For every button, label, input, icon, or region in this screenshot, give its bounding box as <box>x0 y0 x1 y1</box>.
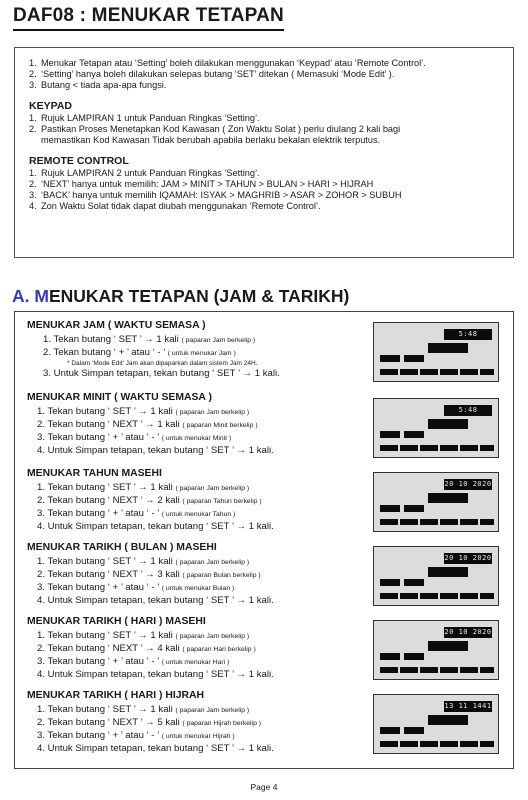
step-note: ( untuk menukar Jam ) <box>167 350 236 357</box>
step-block-minit <box>27 392 387 457</box>
display-segment <box>380 355 400 362</box>
clock-display-image <box>373 694 499 754</box>
footnote: * Dalam ‘Mode Edit’ Jam akan dipaparkan dalam sistem Jam 24H. <box>67 360 258 367</box>
display-segment <box>420 667 438 673</box>
page-number: Page 4 <box>250 782 278 792</box>
block-heading: MENUKAR MINIT ( WAKTU SEMASA ) <box>27 392 212 403</box>
step-block-tahun <box>27 468 387 533</box>
display-segment <box>480 741 494 747</box>
list-item <box>29 179 503 190</box>
step-text: 2. Tekan butang ‘ + ’ atau ‘ - ’ <box>43 347 166 358</box>
step-text: 3. Tekan butang ‘ + ’ atau ‘ - ’ <box>37 508 160 519</box>
lcd-readout: 20 10 2020 <box>444 628 492 636</box>
display-segment <box>460 741 478 747</box>
steps-box <box>14 311 514 769</box>
display-segment <box>460 369 478 375</box>
display-segment <box>380 667 398 673</box>
list-number: 1. <box>29 113 37 123</box>
step <box>27 569 387 582</box>
display-segment <box>428 493 468 503</box>
step-block-jam <box>27 320 387 380</box>
lcd-readout: 5:48 <box>444 405 492 416</box>
step-note: ( paparan Bulan berkelip ) <box>182 572 261 579</box>
list-text: ‘Setting’ hanya boleh dilakukan selepas butang ‘SET’ ditekan ( Memasuki ‘Mode Edit’ ). <box>41 69 395 79</box>
remote-list <box>29 168 503 212</box>
keypad-list <box>29 113 503 146</box>
step-note: ( paparan Jam berkelip ) <box>175 707 250 714</box>
step-block-bulan <box>27 542 387 607</box>
display-segment <box>480 519 494 525</box>
display-segment <box>420 593 438 599</box>
display-segment <box>480 369 494 375</box>
display-segment <box>404 653 424 660</box>
list-text: Rujuk LAMPIRAN 1 untuk Panduan Ringkas ‘Setting’. <box>41 113 260 123</box>
block-heading: MENUKAR JAM ( WAKTU SEMASA ) <box>27 320 206 331</box>
step-text: 2. Tekan butang ‘ NEXT ’ → 4 kali <box>37 643 180 654</box>
display-segment <box>400 445 418 451</box>
step-text: 1. Tekan butang ‘ SET ’ → 1 kali <box>37 482 173 493</box>
list-text: Pastikan Proses Menetapkan Kod Kawasan ( Zon Waktu Solat ) perlu diulang 2 kali bagi <box>41 124 401 134</box>
display-segment <box>480 593 494 599</box>
remote-heading: REMOTE CONTROL <box>29 155 129 167</box>
display-segment <box>380 653 400 660</box>
clock-display-image <box>373 322 499 382</box>
step-text: 2. Tekan butang ‘ NEXT ’ → 5 kali <box>37 717 180 728</box>
step-text: 1. Tekan butang ‘ SET ’ → 1 kali <box>37 630 173 641</box>
keypad-heading: KEYPAD <box>29 100 72 112</box>
block-heading: MENUKAR TARIKH ( BULAN ) MASEHI <box>27 542 217 553</box>
step-text: 2. Tekan butang ‘ NEXT ’ → 3 kali <box>37 569 180 580</box>
step-text: 3. Tekan butang ‘ + ’ atau ‘ - ’ <box>37 730 160 741</box>
list-number: 4. <box>29 201 37 211</box>
list-item <box>29 124 503 135</box>
list-text: Zon Waktu Solat tidak dapat diubah menggunakan ‘Remote Control’. <box>41 201 321 211</box>
step <box>27 495 387 508</box>
step <box>27 656 387 669</box>
list-number: 2. <box>29 69 37 79</box>
display-segment <box>380 445 398 451</box>
display-segment <box>420 445 438 451</box>
step-text: 1. Tekan butang ‘ SET ’ → 1 kali <box>37 556 173 567</box>
step-block-hari-masehi <box>27 616 387 681</box>
step-note: ( paparan Jam berkelip ) <box>175 633 250 640</box>
lcd-readout: 20 10 2020 <box>444 480 492 488</box>
list-number: 1. <box>29 168 37 178</box>
step <box>27 482 387 495</box>
clock-display-image <box>373 620 499 680</box>
display-segment <box>404 355 424 362</box>
step <box>27 432 387 445</box>
display-segment <box>440 445 458 451</box>
display-segment <box>404 727 424 734</box>
step <box>27 508 387 521</box>
display-segment <box>440 369 458 375</box>
list-text: ‘BACK’ hanya untuk memilih IQAMAH: ISYAK > MAGHRIB > ASAR > ZOHOR > SUBUH <box>41 190 402 200</box>
display-segment <box>460 667 478 673</box>
list-item <box>29 201 503 212</box>
step-note: ( paparan Hari berkelip ) <box>182 646 256 653</box>
list-item <box>29 58 503 69</box>
display-segment <box>460 593 478 599</box>
display-segment <box>400 593 418 599</box>
clock-display-image <box>373 472 499 532</box>
display-segment <box>400 369 418 375</box>
list-text: Butang < tiada apa-apa fungsi. <box>41 80 167 90</box>
step-note: ( paparan Minit berkelip ) <box>182 422 258 429</box>
step-note: ( paparan Hijrah berkelip ) <box>182 720 262 727</box>
list-text: Rujuk LAMPIRAN 2 untuk Panduan Ringkas ‘Setting’. <box>41 168 260 178</box>
step-note: ( untuk menukar Hijrah ) <box>161 733 235 740</box>
display-segment <box>420 519 438 525</box>
list-text: ‘NEXT’ hanya untuk memilih: JAM > MINIT > TAHUN > BULAN > HARI > HIJRAH <box>41 179 374 189</box>
display-segment <box>428 419 468 429</box>
display-segment <box>440 519 458 525</box>
info-box <box>14 47 514 258</box>
display-segment <box>400 519 418 525</box>
display-segment <box>420 369 438 375</box>
display-segment <box>440 593 458 599</box>
block-heading: MENUKAR TARIKH ( HARI ) MASEHI <box>27 616 206 627</box>
intro-list <box>29 58 503 91</box>
lcd-readout: 5:48 <box>444 329 492 340</box>
display-segment <box>460 445 478 451</box>
display-segment <box>380 741 398 747</box>
step: 4. Untuk Simpan tetapan, tekan butang ‘ SET ’ → 1 kali. <box>37 445 274 456</box>
step-note: ( paparan Jam berkelip ) <box>181 337 256 344</box>
step-text: 1. Tekan butang ‘ SET ’ → 1 kali <box>37 704 173 715</box>
list-number: 2. <box>29 124 37 134</box>
step-note: ( untuk menukar Hari ) <box>161 659 230 666</box>
lcd-readout: 20 10 2020 <box>444 554 492 562</box>
display-segment <box>460 519 478 525</box>
clock-display-image <box>373 546 499 606</box>
step-text: 2. Tekan butang ‘ NEXT ’ → 2 kali <box>37 495 180 506</box>
step: 4. Untuk Simpan tetapan, tekan butang ‘ SET ’ → 1 kali. <box>37 669 274 680</box>
step-note: ( untuk menukar Bulan ) <box>161 585 235 592</box>
list-item-continued: memastikan Kod Kawasan Tidak berubah apabila berlaku bekalan elektrik terputus. <box>41 135 381 145</box>
step <box>27 406 387 419</box>
display-segment <box>480 445 494 451</box>
step-text: 3. Tekan butang ‘ + ’ atau ‘ - ’ <box>37 582 160 593</box>
display-segment <box>380 727 400 734</box>
step-text: 2. Tekan butang ‘ NEXT ’ → 1 kali <box>37 419 180 430</box>
list-number: 3. <box>29 80 37 90</box>
page-title: DAF08 : MENUKAR TETAPAN <box>13 4 284 31</box>
step-block-hijrah <box>27 690 387 755</box>
step-text: 1. Tekan butang ‘ SET ’ → 1 kali <box>37 406 173 417</box>
list-number: 1. <box>29 58 37 68</box>
list-text: Menukar Tetapan atau ‘Setting’ boleh dilakukan menggunakan ‘Keypad’ atau ‘Remote Control’. <box>41 58 426 68</box>
clock-display-image <box>373 398 499 458</box>
section-title-rest: ENUKAR TETAPAN (JAM & TARIKH) <box>48 286 350 306</box>
display-segment <box>400 667 418 673</box>
section-title <box>12 285 349 307</box>
list-item <box>29 69 503 80</box>
display-segment <box>440 667 458 673</box>
display-segment <box>428 567 468 577</box>
step <box>27 730 387 743</box>
lcd-readout: 13 11 1441 <box>444 702 492 710</box>
step <box>27 582 387 595</box>
display-segment <box>404 505 424 512</box>
step: 3. Untuk Simpan tetapan, tekan butang ‘ SET ’ → 1 kali. <box>43 368 280 379</box>
list-item <box>29 190 503 201</box>
display-segment <box>428 641 468 651</box>
step-note: ( paparan Jam berkelip ) <box>175 409 250 416</box>
display-segment <box>420 741 438 747</box>
step <box>27 643 387 656</box>
list-item <box>29 113 503 124</box>
display-segment <box>380 505 400 512</box>
display-segment <box>380 369 398 375</box>
step: 4. Untuk Simpan tetapan, tekan butang ‘ SET ’ → 1 kali. <box>37 595 274 606</box>
step <box>27 556 387 569</box>
step <box>27 717 387 730</box>
display-segment <box>428 343 468 353</box>
step <box>27 334 387 347</box>
step: 4. Untuk Simpan tetapan, tekan butang ‘ SET ’ → 1 kali. <box>37 743 274 754</box>
section-title-lead: A. M <box>12 286 49 306</box>
list-number: 3. <box>29 190 37 200</box>
display-segment <box>440 741 458 747</box>
list-item <box>29 80 503 91</box>
step-note: ( paparan Jam berkelip ) <box>175 485 250 492</box>
step <box>27 704 387 717</box>
list-number: 2. <box>29 179 37 189</box>
display-segment <box>380 519 398 525</box>
step-note: ( untuk menukar Minit ) <box>161 435 232 442</box>
step <box>27 347 387 360</box>
display-segment <box>428 715 468 725</box>
block-heading: MENUKAR TARIKH ( HARI ) HIJRAH <box>27 690 205 701</box>
display-segment <box>380 579 400 586</box>
display-segment <box>480 667 494 673</box>
step-text: 3. Tekan butang ‘ + ’ atau ‘ - ’ <box>37 656 160 667</box>
display-segment <box>380 593 398 599</box>
list-item <box>29 168 503 179</box>
display-segment <box>404 431 424 438</box>
step <box>27 419 387 432</box>
display-segment <box>404 579 424 586</box>
step-text: 1. Tekan butang ‘ SET ’ → 1 kali <box>43 334 179 345</box>
display-segment <box>380 431 400 438</box>
block-heading: MENUKAR TAHUN MASEHI <box>27 468 162 479</box>
step-note: ( paparan Tahun berkelip ) <box>182 498 262 505</box>
step-text: 3. Tekan butang ‘ + ’ atau ‘ - ’ <box>37 432 160 443</box>
step: 4. Untuk Simpan tetapan, tekan butang ‘ SET ’ → 1 kali. <box>37 521 274 532</box>
display-segment <box>400 741 418 747</box>
step-note: ( untuk menukar Tahun ) <box>161 511 236 518</box>
step-note: ( paparan Jam berkelip ) <box>175 559 250 566</box>
step <box>27 630 387 643</box>
